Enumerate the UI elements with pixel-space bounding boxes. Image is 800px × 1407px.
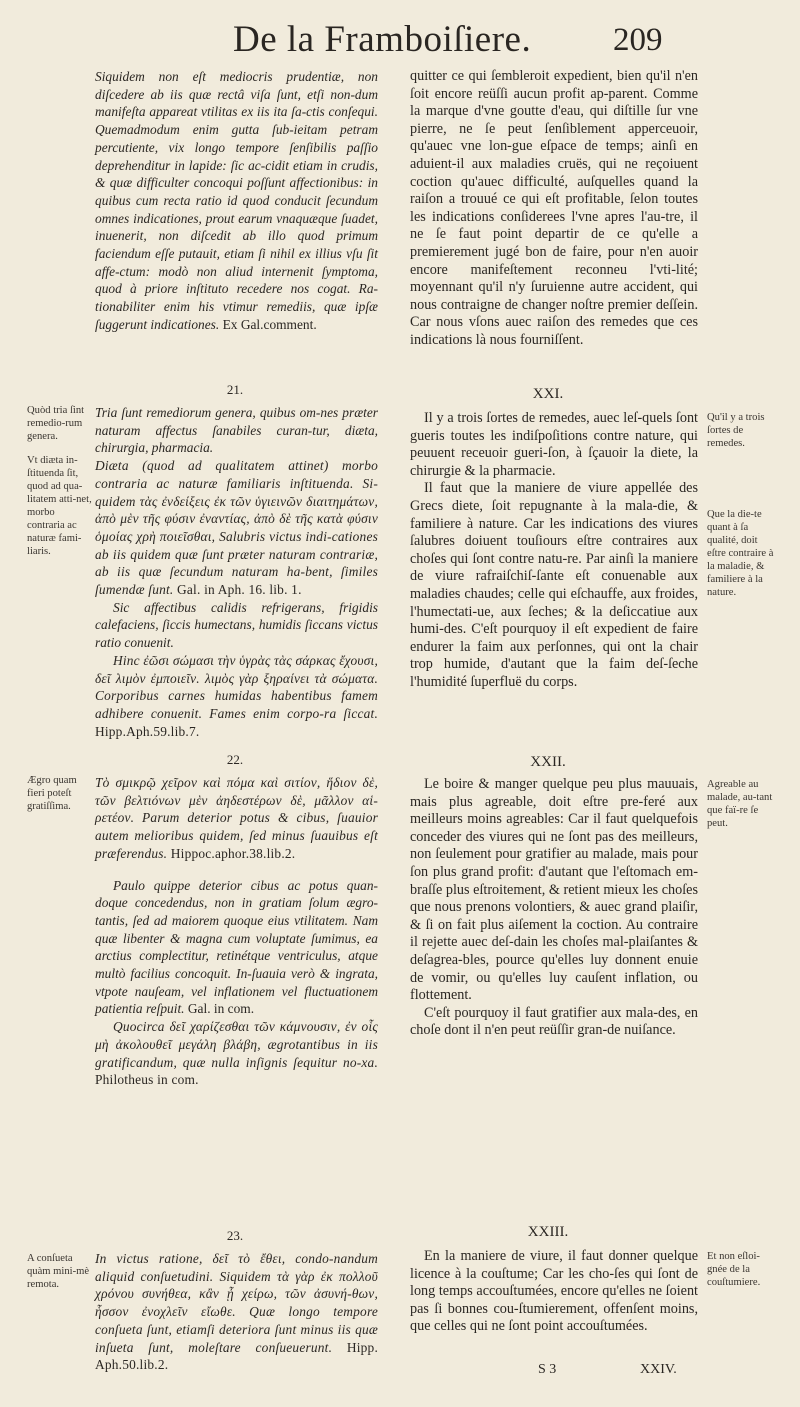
section-number-21: 21. (226, 382, 244, 397)
section-number-23: 23. (226, 1228, 244, 1243)
margin-note-XXI-b: Que la die-te quant à ſa qualité, doit eſtre contraire à la maladie, & familiere à la nature. (707, 509, 774, 598)
latin-section-21 (95, 404, 378, 740)
margin-note-22: Ægro quam fieri poteſt gratiſſima. (27, 775, 77, 812)
margin-note-23: A conſueta quàm mini-mè remota. (27, 1253, 90, 1290)
section-number-XXI: XXI. (532, 386, 564, 402)
latin-22-p2-reference: Gal. in com. (187, 1001, 255, 1017)
latin-22-p1-body: Τὸ σμικρῷ χεῖρον καὶ πόμα καὶ σιτίον, ἥδιον δὲ, τῶν βελτιόνων μὲν ἀηδεστέρων δὲ, μᾶλλον αἱ-ρετέον. Parum deterior potus & cibus, ſuauior autem melioribus quidem, ſed minus ſuauibus eſt præferendus. (95, 775, 378, 861)
french-section-XXI (410, 410, 698, 692)
latin-intro (95, 68, 378, 334)
latin-section-23 (95, 1250, 378, 1374)
latin-intro-body: Siquidem non eſt mediocris prudentiæ, non diſcedere ab iis quæ rectâ viſa ſunt, etſi non-dum manifeſta appareat vtilitas ex iis ita ſa-ctis conſequi. Quemadmodum enim gutta ſub-ieitam petram percutiente, vix longo tempore ſenſibilis paſſio deprehenditur in lapide: ſic ac-cidit etiam in crudis, & quæ difficulter concoqui poſſunt affectionibus: in quibus cum recta ratio id quod conducit ſecundum omnes indicationes, prout earum vnaquæque ſuadet, inuenerit, non diſcedit ab illo quod primum faciendum eſſe putauit, etiam ſi nihil ex illius vſu ſit affe-ctum: modò non aliud internenit ſymptoma, quod à priore inſtituto recedere nos cogat. Ra-tionabiliter enim his vtimur remediis, quæ ipſæ ſuggerunt indicationes. (95, 69, 378, 332)
page-number: 209 (613, 22, 663, 58)
running-header (0, 14, 800, 66)
french-XXI-p1: Il y a trois ſortes de remedes, auec leſ-quels ſont gueris toutes les indiſpoſitions contre nature, qui peuuent receuoir gueri-ſon, à ſçauoir la diete, la chirurgie & la pharmacie. (410, 410, 698, 479)
latin-21-p2-reference: Gal. in Aph. 16. lib. 1. (177, 582, 302, 598)
latin-23-p1-body: In victus ratione, δεῖ τὸ ἔθει, condo-nandum aliquid conſuetudini. Siquidem τὰ γὰρ ἐκ πολλοῦ χρόνου συνήθεα, κἂν ᾖ χείρω, τῶν ἀσυνή-θων, ἧσσον ἐνοχλεῖν εἴωθε. Quæ longo tempore conſueta ſunt, etiamſi deteriora ſunt minus iis quæ inſueta ſunt, moleſtare conſueuerunt. (95, 1251, 378, 1355)
latin-section-22 (95, 774, 378, 1089)
margin-note-21: Quòd tria ſint remedio-rum genera. (27, 405, 85, 442)
latin-22-p1 (95, 774, 378, 863)
latin-21-p4 (95, 652, 378, 741)
latin-23-p1-reference: Hipp. Aph.50.lib.2. (95, 1339, 378, 1373)
margin-note-XXI-a: Qu'il y a trois ſortes de remedes. (707, 412, 765, 449)
margin-note-XXII: Agreable au malade, au-tant que faï-re ſe peut. (707, 779, 773, 829)
margin-note-XXIII: Et non eſloi-gnée de la couſtumiere. (707, 1251, 761, 1288)
latin-21-p4-body: Hinc ἐῶσι σώμασι τὴν ὑγρὰς τὰς σάρκας ἔχουσι, δεῖ λιμὸν ἐμποιεῖν. λιμὸς γὰρ ξηραίνει τὰ σώματα. Corporibus carnes humidas habentibus famem adhibere conuenit. Fames enim corpo-ra ſiccat. (95, 652, 378, 721)
section-number-XXII: XXII. (530, 754, 566, 770)
latin-22-p3-reference: Philotheus in com. (95, 1072, 199, 1088)
latin-21-p4-reference: Hipp.Aph.59.lib.7. (95, 723, 200, 739)
latin-22-p3 (95, 1018, 378, 1089)
running-title: De la Framboiſiere. (233, 19, 532, 60)
french-intro (410, 68, 698, 350)
french-XXII-p1: Le boire & manger quelque peu plus mauuais, mais plus agreable, doit eſtre pre-feré aux meilleurs moins agreables: Car il faut quelquefois conceder des viures qui ne ſont pas des meilleurs, non ſeulement pour gratifier au malade, mais pour ſon plus grand profit: d'autant que l'eſtomach em-braſſe plus eſtroitement, & retient mieux les choſes que nous prenons volontiers, & auec grand plaiſir, & ſi on fait plus aiſement la coction. Au contraire il rejette auec deſ-dain les choſes mal-plaiſantes & deſagrea-bles, pource qu'elles luy donnent enuie de vomir, ou qu'elles luy cauſent inflation, ou flottement. (410, 776, 698, 1004)
latin-23-p1 (95, 1250, 378, 1374)
french-XXII-p2: C'eſt pourquoy il faut gratifier aux mala-des, en choſe dont il n'en peut reüſſir gran-de nuiſance. (410, 1004, 698, 1039)
french-section-XXIII (410, 1248, 698, 1336)
french-XXIII-p1: En la maniere de viure, il faut donner quelque licence à la couſtume; Car les cho-ſes qui ſont de long temps accouſtumées, encore qu'elles ne ſoient pas ſi bonnes cou-ſtumierement, offenſent moins, que celles qui ne ſont point accouſtumées. (410, 1248, 698, 1335)
latin-21-p1: Tria ſunt remediorum genera, quibus om-nes præter naturam affectus ſanabiles curan-tur, diæta, chirurgia, pharmacia. (95, 405, 378, 456)
french-section-XXII (410, 776, 698, 1040)
margin-note-21b: Vt diæta in-ſtituenda ſit, quod ad qua-litatem atti-net, morbo contraria ac naturæ fami-liaris. (27, 455, 92, 557)
section-number-22: 22. (226, 752, 244, 767)
signature-mark: S 3 (538, 1362, 557, 1377)
latin-21-p2 (95, 457, 378, 599)
french-XXI-p2: Il faut que la maniere de viure appellée des Grecs diete, ſoit repugnante à la mala-die, & familiere à nature. Car les indications des viures ſalubres doiuent touſiours eſtre contraires aux choſes qui ſont contre natu-re. Par ainſi la maniere de viure rafraiſchiſ-ſante eſt conuenable aux maladies chaudes; celle qui eſchauffe, aux froides, l'humectati-ue, aux ſeches; & la deſiccatiue aux humi-des. C'eſt pourquoy il eſt expedient de faire endurer la faim aux perſonnes, qui ont la chair trop humide, d'autant que la faim deſ-ſeche l'humidité ſuperfluë du corps. (410, 480, 698, 690)
latin-22-p2 (95, 877, 378, 1019)
section-number-XXIII: XXIII. (527, 1224, 569, 1240)
french-intro-text: quitter ce qui ſembleroit expedient, bien qu'il n'en ſoit encore reüſſi aucun profit ap-parent. Comme la marque d'vne goutte d'eau, qui diſtille ſur vne pierre, ne ſe peut ſenſiblement apperceuoir, qu'auec vne lon-gue eſpace de temps; ainſi en aduient-il aux maladies cruës, qui ne reçoiuent coction qu'auec difficulté, auſquelles quand la raiſon a trouué ce qui eſt profitable, ſelon toutes les indications conſiderees l'vne apres l'au-tre, il ne ſe faut point departir de ce qu'elle a premierement jugé bon de faire, pour n'en auoir encore manifeſtement reconneu l'vti-lité; moyennant qu'il n'y ſuruienne autre accident, qui nous contraigne de changer noſtre premier deſſein. Car nous vſons auec raiſon des remedes que ces indications là nous fourniſſent. (410, 68, 698, 348)
latin-22-p3-body: Quocirca δεῖ χαρίζεσθαι τῶν κάμνουσιν, ἐν οἷς μὴ ἀκολουθεῖ μεγάλη βλάβη, ægrotantibus in iis gratificandum, quæ nulla inſignis ſequitur no-xa. (95, 1019, 378, 1070)
latin-21-p3: Sic affectibus calidis refrigerans, frigidis calefaciens, ſiccis humectans, humidis ſiccans victus ratio conuenit. (95, 599, 378, 651)
latin-21-p2-body: Diæta (quod ad qualitatem attinet) morbo contraria ac naturæ familiaris inſtituenda. Si-quidem τὰς ἐνδείξεις ἐκ τῶν ὑγιεινῶν διαιτημάτων, ἀπὸ μὲν τῆς φύσιν ἐναντίας, ἀπὸ δὲ τῆς κατὰ φύσιν ὁμοίας χρὴ ποιεῖσθαι, Salubris victus indi-cationes ab iis quidem quæ ſunt præter naturam contrariæ, ab iis quæ ſecundum naturam ha-bent, ſimiles ſumendæ ſunt. (95, 458, 378, 598)
latin-22-p1-reference: Hippoc.aphor.38.lib.2. (170, 845, 296, 861)
latin-22-p2-body: Paulo quippe deterior cibus ac potus quan-doque concedendus, non in gratiam ſolum ægro-tantis, ſed ad maiorem quoque eius vtilitatem. Nam quæ libenter & magna cum voluptate ſumimus, ea arctius complectitur, retinétque ventriculus, atque multò facilius concoquit. In-ſuauia verò & ingrata, vtpote nauſeam, vel inflationem vel fluctuationem patientia reſpuit. (95, 877, 378, 1017)
catchword: XXIV. (640, 1362, 677, 1377)
latin-intro-text (95, 68, 378, 334)
latin-intro-reference: Ex Gal.comment. (222, 316, 317, 332)
